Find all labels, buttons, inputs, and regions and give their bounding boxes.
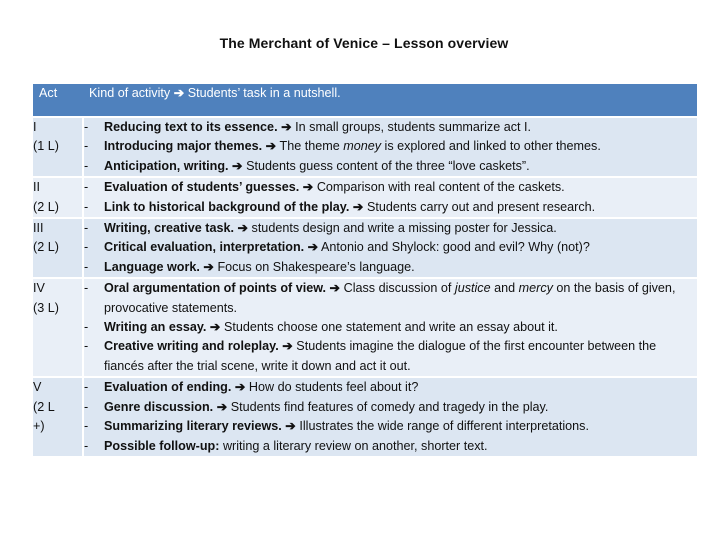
list-dash: - bbox=[84, 419, 89, 434]
activity-kind: Genre discussion. bbox=[104, 399, 214, 414]
activity-item bbox=[84, 258, 697, 277]
activity-item bbox=[84, 238, 697, 257]
task-description: Students carry out and present research. bbox=[366, 199, 596, 214]
activity-text bbox=[104, 417, 697, 436]
lesson-overview-table bbox=[33, 82, 697, 458]
act-cell bbox=[33, 117, 83, 177]
list-dash: - bbox=[84, 180, 89, 195]
header-kind-label: Kind of activity bbox=[89, 86, 171, 100]
activity-text bbox=[104, 157, 697, 176]
list-dash: - bbox=[84, 399, 89, 414]
activity-text bbox=[104, 258, 697, 277]
arrow-right-icon: ➔ bbox=[216, 399, 228, 414]
arrow-right-icon: ➔ bbox=[209, 320, 221, 335]
act-label: V (2 L +) bbox=[33, 380, 55, 434]
activity-kind: Oral argumentation of points of view. bbox=[104, 281, 327, 296]
task-description: writing a literary review on another, shorter text. bbox=[222, 438, 488, 453]
list-dash: - bbox=[84, 199, 89, 214]
table-row bbox=[33, 117, 697, 177]
activity-kind: Introducing major themes. bbox=[104, 139, 263, 154]
activity-text bbox=[104, 198, 697, 217]
activity-item bbox=[84, 157, 697, 176]
arrow-right-icon: ➔ bbox=[281, 120, 292, 134]
arrow-right-icon: ➔ bbox=[203, 259, 214, 274]
arrow-right-icon: ➔ bbox=[352, 199, 364, 214]
task-description: Comparison with real content of the caskets. bbox=[316, 180, 565, 195]
arrow-right-icon: ➔ bbox=[302, 180, 314, 195]
header-act-label: Act bbox=[39, 86, 58, 100]
task-description: on the basis of given, provocative statements. bbox=[104, 281, 676, 315]
list-dash: - bbox=[84, 320, 89, 335]
table-header-row bbox=[33, 83, 697, 117]
act-cell bbox=[33, 377, 83, 457]
arrow-right-icon: ➔ bbox=[307, 240, 319, 255]
list-dash: - bbox=[84, 438, 89, 453]
activity-kind: Reducing text to its essence. bbox=[104, 120, 278, 134]
task-description: Class discussion of bbox=[343, 281, 455, 296]
arrow-right-icon: ➔ bbox=[329, 281, 341, 296]
activity-item bbox=[84, 279, 697, 318]
act-cell bbox=[33, 218, 83, 278]
activity-cell bbox=[83, 278, 697, 377]
task-description: students design and write a missing poster for Jessica. bbox=[251, 221, 557, 236]
activity-text bbox=[104, 398, 697, 417]
activity-text bbox=[104, 279, 697, 318]
activity-kind: Evaluation of ending. bbox=[104, 380, 232, 395]
task-description: The theme bbox=[279, 139, 344, 154]
activity-item bbox=[84, 318, 697, 337]
header-act bbox=[33, 83, 83, 117]
activity-kind: Language work. bbox=[104, 259, 200, 274]
activity-text bbox=[104, 337, 697, 376]
list-dash: - bbox=[84, 259, 89, 274]
activity-kind: Creative writing and roleplay. bbox=[104, 339, 279, 354]
list-dash: - bbox=[84, 139, 89, 154]
arrow-right-icon: ➔ bbox=[237, 221, 249, 236]
table-row bbox=[33, 218, 697, 278]
activity-item bbox=[84, 437, 697, 456]
emphasized-term: justice bbox=[454, 281, 491, 296]
activity-cell bbox=[83, 117, 697, 177]
list-dash: - bbox=[84, 281, 89, 296]
task-description: Illustrates the wide range of different interpretations. bbox=[299, 419, 589, 434]
activity-kind: Link to historical background of the play. bbox=[104, 199, 350, 214]
act-label: III (2 L) bbox=[33, 221, 59, 255]
activity-kind: Writing, creative task. bbox=[104, 221, 234, 236]
document-title: The Merchant of Venice – Lesson overview bbox=[219, 35, 509, 51]
arrow-right-icon: ➔ bbox=[265, 139, 277, 154]
activity-item bbox=[84, 137, 697, 156]
activity-item bbox=[84, 398, 697, 417]
activity-text bbox=[104, 219, 697, 238]
arrow-right-icon: ➔ bbox=[173, 86, 185, 100]
act-label: IV (3 L) bbox=[33, 281, 59, 315]
act-cell bbox=[33, 278, 83, 377]
arrow-right-icon: ➔ bbox=[232, 158, 243, 173]
arrow-right-icon: ➔ bbox=[282, 339, 293, 354]
list-dash: - bbox=[84, 240, 89, 255]
task-description: is explored and linked to other themes. bbox=[381, 139, 601, 154]
task-description: Students find features of comedy and tragedy in the play. bbox=[230, 399, 549, 414]
list-dash: - bbox=[84, 380, 89, 395]
activity-item bbox=[84, 118, 697, 137]
task-description: Students guess content of the three “love caskets”. bbox=[246, 158, 530, 173]
task-description: Focus on Shakespeare’s language. bbox=[217, 259, 415, 274]
activity-text bbox=[104, 238, 697, 257]
emphasized-term: mercy bbox=[518, 281, 553, 296]
act-label: I (1 L) bbox=[33, 120, 59, 154]
task-description: Students choose one statement and write an essay about it. bbox=[223, 320, 558, 335]
activity-kind: Possible follow-up: bbox=[104, 438, 220, 453]
table-row bbox=[33, 177, 697, 218]
arrow-right-icon: ➔ bbox=[234, 380, 246, 395]
activity-text bbox=[104, 318, 697, 337]
activity-text bbox=[104, 437, 697, 456]
activity-kind: Writing an essay. bbox=[104, 320, 207, 335]
list-dash: - bbox=[84, 339, 89, 354]
table-row bbox=[33, 278, 697, 377]
activity-kind: Critical evaluation, interpretation. bbox=[104, 240, 305, 255]
header-task-label: Students’ task in a nutshell. bbox=[187, 86, 341, 100]
arrow-right-icon: ➔ bbox=[285, 419, 296, 434]
task-description: How do students feel about it? bbox=[248, 380, 419, 395]
activity-item bbox=[84, 337, 697, 376]
activity-text bbox=[104, 118, 697, 137]
activity-kind: Summarizing literary reviews. bbox=[104, 419, 282, 434]
activity-text bbox=[104, 137, 697, 156]
activity-item bbox=[84, 417, 697, 436]
list-dash: - bbox=[84, 158, 89, 173]
act-label: II (2 L) bbox=[33, 180, 59, 214]
activity-cell bbox=[83, 377, 697, 457]
act-cell bbox=[33, 177, 83, 218]
activity-item bbox=[84, 378, 697, 397]
activity-item bbox=[84, 198, 697, 217]
emphasized-term: money bbox=[343, 139, 382, 154]
list-dash: - bbox=[84, 221, 89, 236]
activity-item bbox=[84, 178, 697, 197]
table-row bbox=[33, 377, 697, 457]
activity-item bbox=[84, 219, 697, 238]
task-description: Antonio and Shylock: good and evil? Why (not)? bbox=[321, 240, 590, 255]
activity-cell bbox=[83, 218, 697, 278]
activity-kind: Evaluation of students’ guesses. bbox=[104, 180, 300, 195]
task-description: and bbox=[490, 281, 519, 296]
activity-text bbox=[104, 178, 697, 197]
activity-cell bbox=[83, 177, 697, 218]
task-description: Students imagine the dialogue of the first encounter between the fiancés after the trial scene, write it down and act it out. bbox=[104, 339, 657, 373]
header-task bbox=[83, 83, 697, 117]
activity-text bbox=[104, 378, 697, 397]
activity-kind: Anticipation, writing. bbox=[104, 158, 229, 173]
task-description: In small groups, students summarize act I. bbox=[295, 120, 532, 134]
list-dash: - bbox=[84, 120, 89, 134]
